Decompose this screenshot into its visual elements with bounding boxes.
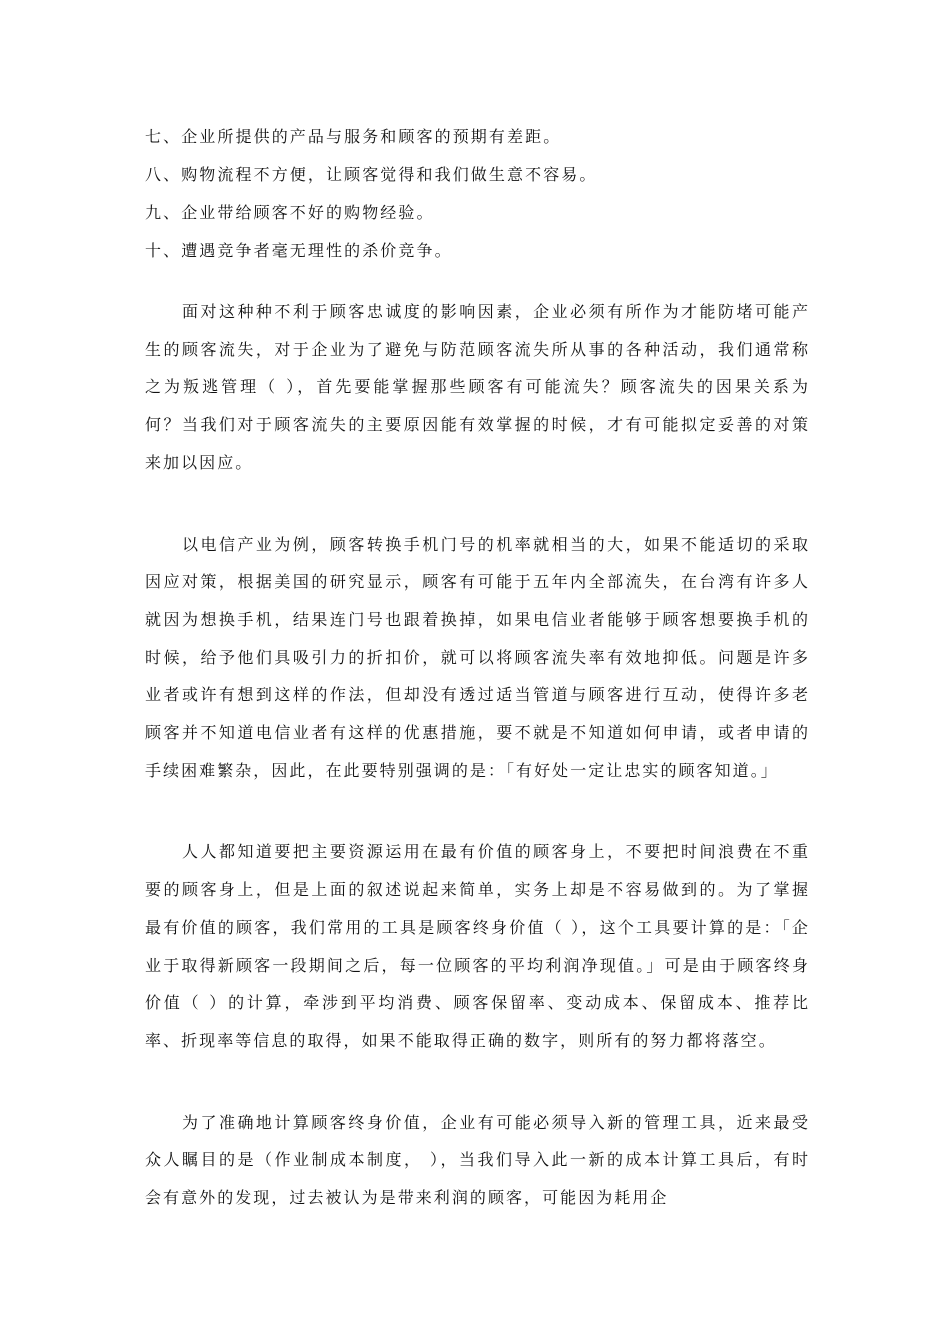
reason-list (145, 124, 810, 276)
paragraph-customer-lifetime-value: 人人都知道要把主要资源运用在最有价值的顾客身上，不要把时间浪费在不重要的顾客身上，但是上面的叙述说起来简单，实务上却是不容易做到的。为了掌握最有价值的顾客，我们常用的工具是顾客终身价值（ ），这个工具要计算的是：「企业于取得新顾客一段期间之后，每一位顾客的平均利润净现值。」可是由于顾客终身价值（ ）的计算，牵涉到平均消费、顾客保留率、变动成本、保留成本、推荐比率、折现率等信息的取得，如果不能取得正确的数字，则所有的努力都将落空。 (145, 842, 810, 1050)
document-body (145, 293, 810, 1261)
paragraph-telecom-example: 以电信产业为例，顾客转换手机门号的机率就相当的大，如果不能适切的采取因应对策，根据美国的研究显示，顾客有可能于五年内全部流失，在台湾有许多人就因为想换手机，结果连门号也跟着换掉，如果电信业者能够于顾客想要换手机的时候，给予他们具吸引力的折扣价，就可以将顾客流失率有效地抑低。问题是许多业者或许有想到这样的作法，但却没有透过适当管道与顾客进行互动，使得许多老顾客并不知道电信业者有这样的优惠措施，要不就是不知道如何申请，或者申请的手续困难繁杂，因此，在此要特别强调的是：「有好处一定让忠实的顾客知道。」 (145, 534, 810, 780)
list-item: 十、遭遇竞争者毫无理性的杀价竞争。 (145, 241, 453, 260)
paragraph-defection-management: 面对这种种不利于顾客忠诚度的影响因素，企业必须有所作为才能防堵可能产生的顾客流失，对于企业为了避免与防范顾客流失所从事的各种活动，我们通常称之为叛逃管理（ ），首先要能掌握那些顾客有可能流失？顾客流失的因果关系为何？当我们对于顾客流失的主要原因能有效掌握的时候，才有可能拟定妥善的对策来加以因应。 (145, 302, 810, 472)
list-item: 七、企业所提供的产品与服务和顾客的预期有差距。 (145, 127, 562, 146)
paragraph-activity-based-costing: 为了准确地计算顾客终身价值，企业有可能必须导入新的管理工具，近来最受众人瞩目的是（作业制成本制度， ），当我们导入此一新的成本计算工具后，有时会有意外的发现，过去被认为是带来利润的顾客，可能因为耗用企 (145, 1112, 810, 1208)
list-item: 八、购物流程不方便，让顾客觉得和我们做生意不容易。 (145, 165, 598, 184)
list-item: 九、企业带给顾客不好的购物经验。 (145, 203, 435, 222)
